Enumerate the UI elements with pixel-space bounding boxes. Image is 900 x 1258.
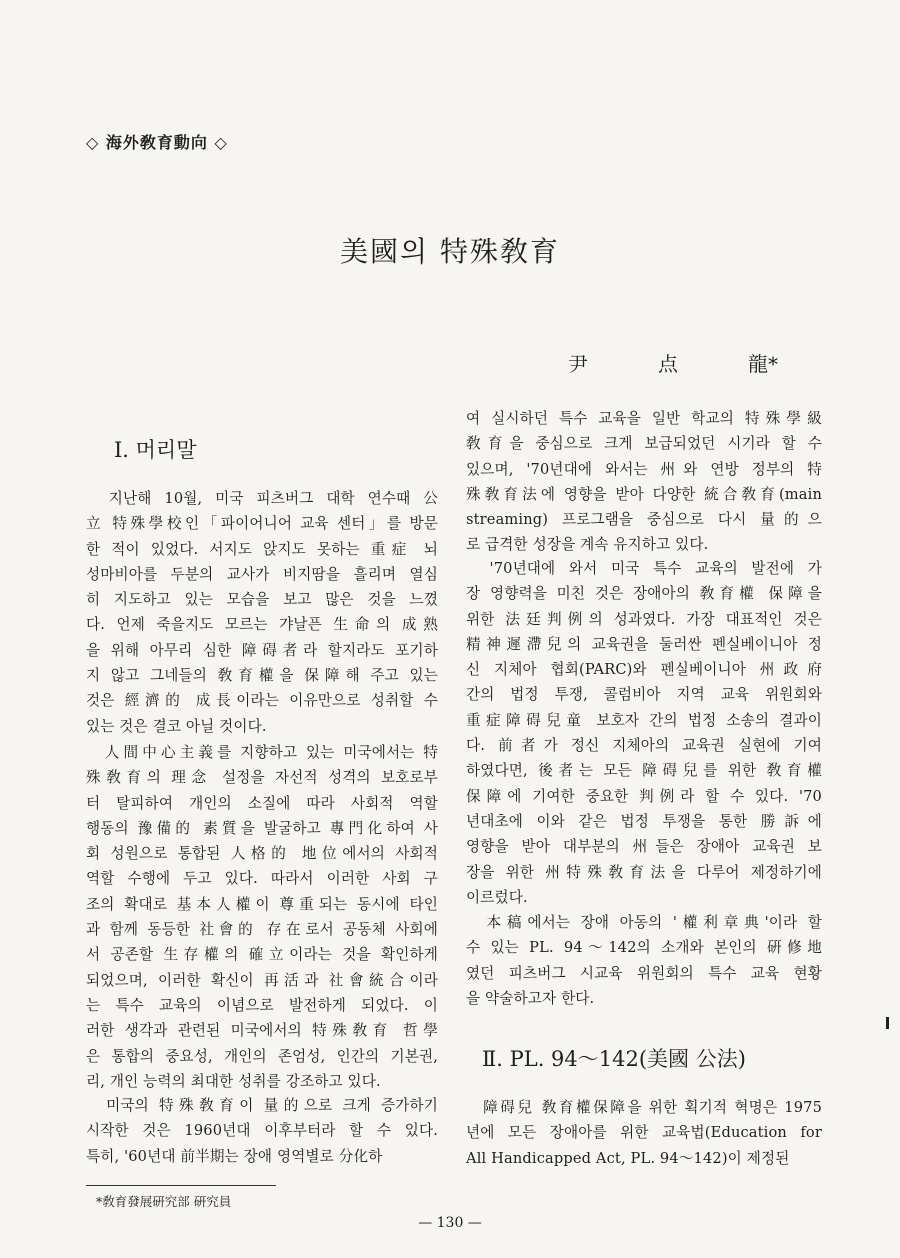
text-line: 本稿에서는 장애 아동의 '權利章典'이라 할 xyxy=(466,914,822,931)
text-line: 역할 수행에 두고 있다. 따라서 이러한 사회 구 xyxy=(86,870,438,888)
text-line: 과 함께 동등한 社會的 存在로서 공동체 사회에 xyxy=(86,921,438,939)
author-char-1: 尹 xyxy=(568,352,588,376)
text-line: 이르렀다. xyxy=(466,888,528,906)
text-line: 년대초에 이와 같은 법정 투쟁을 통한 勝訴에 xyxy=(466,812,822,830)
text-line: 精神遲滯兒의 교육권을 둘러싼 펜실베이니아 정 xyxy=(466,635,822,653)
text-line: 수 있는 PL. 94～142의 소개와 본인의 硏修地 xyxy=(466,939,822,957)
text-line: 는 특수 교육의 이념으로 발전하게 되었다. 이 xyxy=(86,996,438,1014)
paragraph xyxy=(466,910,822,1011)
text-line: 리, 개인 능력의 최대한 성취를 강조하고 있다. xyxy=(86,1072,381,1090)
text-line: 지난해 10월, 미국 피츠버그 대학 연수때 公 xyxy=(86,490,438,507)
text-line: 년에 모든 장애아를 위한 교육법(Education for xyxy=(466,1124,822,1142)
text-line: 조의 확대로 基本人權이 尊重되는 동시에 타인 xyxy=(86,895,438,913)
text-line: 였던 피츠버그 시교육 위원회의 특수 교육 현황 xyxy=(466,964,822,982)
text-line: 서 공존할 生存權의 確立이라는 것을 확인하게 xyxy=(86,946,438,964)
text-line: 로 급격한 성장을 계속 유지하고 있다. xyxy=(466,536,709,554)
text-line: 다. 언제 죽을지도 모르는 갸날픈 生命의 成熟 xyxy=(86,616,438,634)
text-line: 한 적이 있었다. 서지도 앉지도 못하는 重症 뇌 xyxy=(86,540,438,558)
paragraph xyxy=(86,486,438,739)
text-line: 을 위해 아무리 심한 障碍者라 할지라도 포기하 xyxy=(86,641,438,659)
paragraph xyxy=(86,1093,438,1169)
footnote: *敎育發展硏究部 硏究員 xyxy=(96,1194,232,1209)
paragraph xyxy=(86,740,438,1094)
text-line: 을 약술하고자 한다. xyxy=(466,989,595,1007)
text-line: 保障에 기여한 중요한 判例라 할 수 있다. '70 xyxy=(466,787,822,805)
text-line: 히 지도하고 있는 모습을 보고 많은 것을 느꼈 xyxy=(86,591,438,609)
footnote-divider xyxy=(86,1185,276,1186)
text-line: 하였다면, 後者는 모든 障碍兒를 위한 敎育權 xyxy=(466,762,822,780)
paragraph xyxy=(466,406,822,558)
text-line: 신 지체아 협회(PARC)와 펜실베이니아 州政府 xyxy=(466,661,822,679)
section-tag: ◇ 海外敎育動向 ◇ xyxy=(86,133,228,152)
text-line: 미국의 特殊敎育이 量的으로 크게 증가하기 xyxy=(86,1097,438,1114)
paragraph xyxy=(466,556,822,910)
text-line: 重症障碍兒童 보호자 간의 법정 소송의 결과이 xyxy=(466,711,822,729)
text-line: 여 실시하던 특수 교육을 일반 학교의 特殊學級 xyxy=(466,410,822,427)
text-line: 있으며, '70년대에 와서는 州와 연방 정부의 特 xyxy=(466,460,822,478)
text-line: streaming) 프로그램을 중심으로 다시 量的으 xyxy=(466,511,822,529)
text-line: All Handicapped Act, PL. 94～142)이 제정된 xyxy=(466,1149,790,1167)
text-line: 殊敎育의 理念 설정을 자선적 성격의 보호로부 xyxy=(86,769,438,787)
text-line: 人間中心主義를 지향하고 있는 미국에서는 特 xyxy=(86,744,438,761)
text-line: 터 탈피하여 개인의 소질에 따라 사회적 역할 xyxy=(86,794,438,812)
text-line: 있는 것은 결코 아닐 것이다. xyxy=(86,717,267,735)
text-line: 장 영향력을 미친 것은 장애아의 敎育權 保障을 xyxy=(466,585,822,603)
author-name xyxy=(568,348,778,377)
text-line: 은 통합의 중요성, 개인의 존엄성, 인간의 기본권, xyxy=(86,1047,438,1065)
paragraph xyxy=(466,1095,822,1171)
text-line: 다. 前者가 정신 지체아의 교육권 실현에 기여 xyxy=(466,737,822,755)
text-line: 회 성원으로 통합된 人格的 地位에서의 사회적 xyxy=(86,845,438,863)
text-line: 행동의 豫備的 素質을 발굴하고 專門化하여 사 xyxy=(86,819,438,837)
text-line: 위한 法廷判例의 성과였다. 가장 대표적인 것은 xyxy=(466,610,822,628)
text-line: 敎育을 중심으로 크게 보급되었던 시기라 할 수 xyxy=(466,435,822,453)
text-line: 성마비아를 두분의 교사가 비지땀을 흘리며 열심 xyxy=(86,565,438,583)
article-title: 美國의 特殊敎育 xyxy=(340,235,560,268)
text-line: 시작한 것은 1960년대 이후부터라 할 수 있다. xyxy=(86,1122,438,1140)
text-line: 立 特殊學校인「파이어니어 교육 센터」를 방문 xyxy=(86,515,438,533)
text-line: 지 않고 그네들의 敎育權을 保障해 주고 있는 xyxy=(86,667,438,685)
author-char-2: 点 xyxy=(658,352,678,376)
text-line: 殊敎育法에 영향을 받아 다양한 統合敎育(main xyxy=(466,485,822,503)
page-number: — 130 — xyxy=(418,1215,482,1231)
text-line: 障碍兒 敎育權保障을 위한 획기적 혁명은 1975 xyxy=(466,1099,822,1116)
section-heading-1: Ⅰ. 머리말 xyxy=(114,438,197,462)
author-char-3: 龍* xyxy=(748,352,778,376)
text-line: 영향을 받아 대부분의 州들은 장애아 교육권 보 xyxy=(466,838,822,856)
text-line: '70년대에 와서 미국 특수 교육의 발전에 가 xyxy=(466,560,822,577)
text-line: 간의 법정 투쟁, 콜럼비아 지역 교육 위원회와 xyxy=(466,686,822,704)
text-line: 특히, '60년대 前半期는 장애 영역별로 分化하 xyxy=(86,1147,383,1165)
section-heading-2: Ⅱ. PL. 94～142(美國 公法) xyxy=(482,1047,746,1071)
text-line: 되었으며, 이러한 확신이 再活과 社會統合이라 xyxy=(86,971,438,989)
text-line: 장을 위한 州特殊敎育法을 다루어 제정하기에 xyxy=(466,863,822,881)
margin-mark xyxy=(886,1017,889,1029)
text-line: 것은 經濟的 成長이라는 이유만으로 성취할 수 xyxy=(86,692,438,710)
text-line: 러한 생각과 관련된 미국에서의 特殊敎育 哲學 xyxy=(86,1022,438,1040)
